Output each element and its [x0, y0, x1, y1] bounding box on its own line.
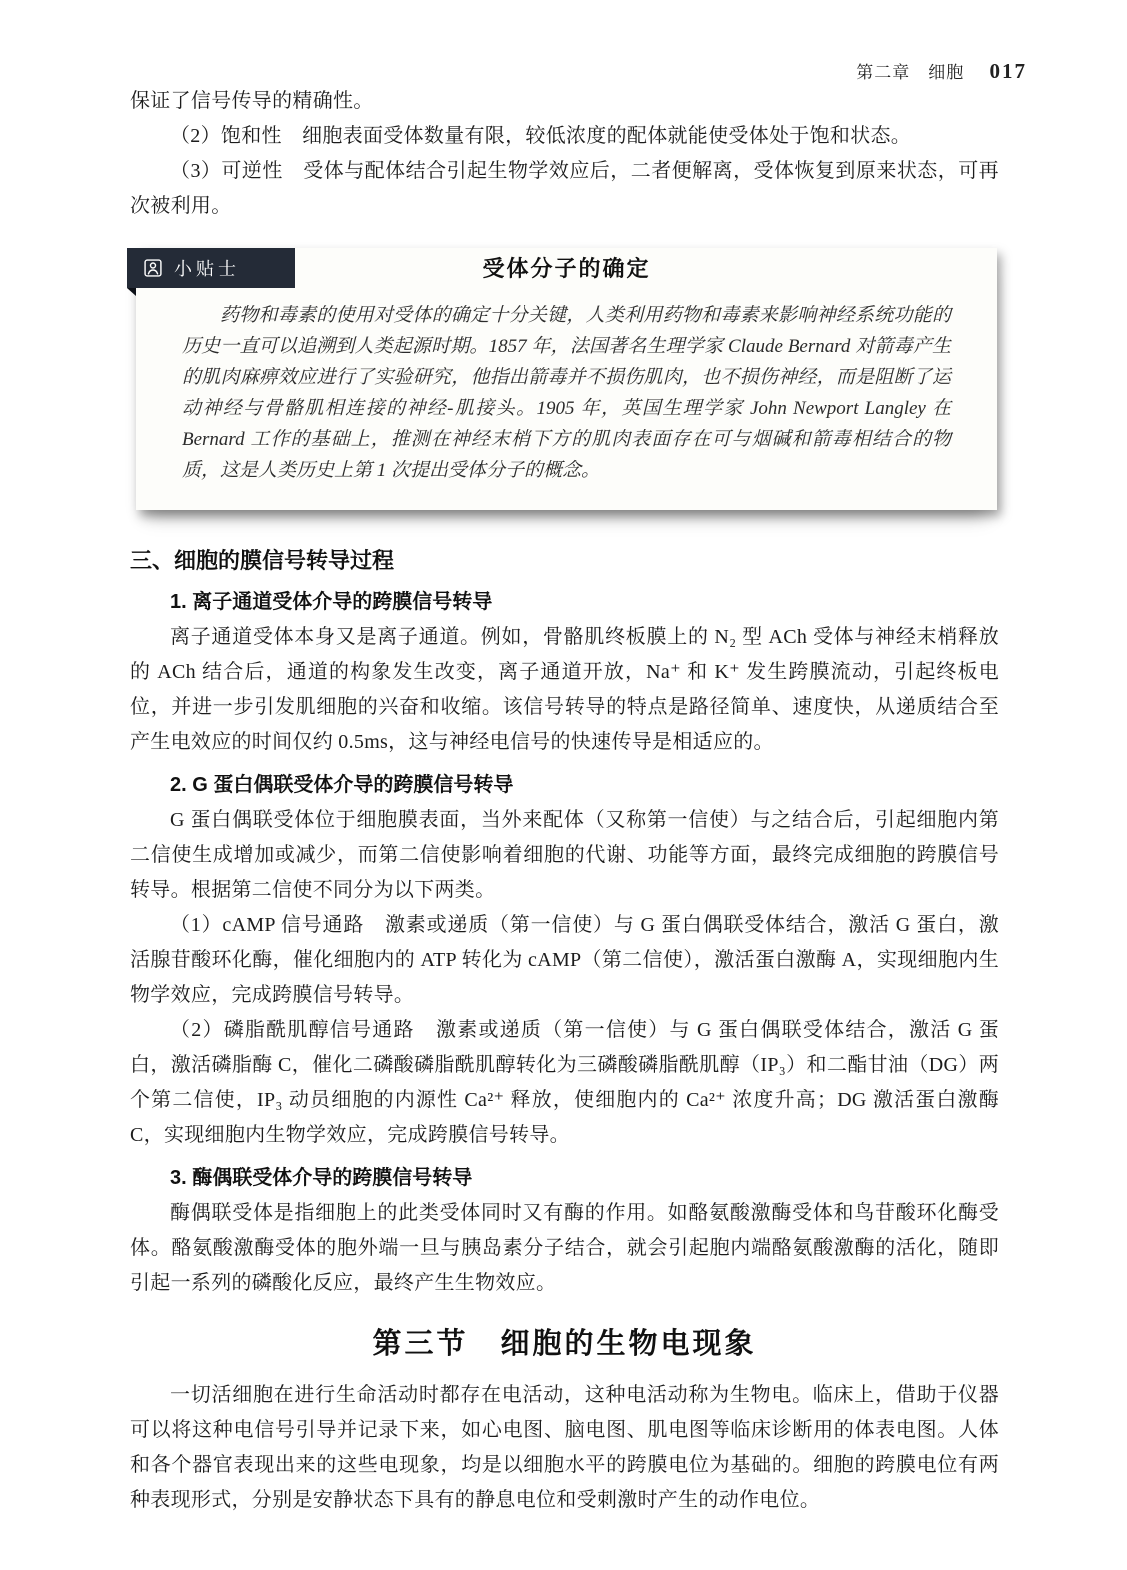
- paragraph-continuation: 保证了信号传导的精确性。: [130, 90, 374, 112]
- paragraph-ion-channel: 离子通道受体本身又是离子通道。例如，骨骼肌终板膜上的 N₂ 型 ACh 受体与神经末梢释放的 ACh 结合后，通道的构象发生改变，离子通道开放，Na⁺ 和 K⁺ 发生跨膜流动，引起终板电位，并进一步引发肌细胞的兴奋和收缩。该信号转导的特点是路径简单、速度快，从递质结合至产生电效应的时间仅约 0.5ms，这与神经电信号的快速传导是相适应的。: [130, 626, 999, 753]
- paragraph-camp-pathway: （1）cAMP 信号通路 激素或递质（第一信使）与 G 蛋白偶联受体结合，激活 G 蛋白，激活腺苷酸环化酶，催化细胞内的 ATP 转化为 cAMP（第二信使），激活蛋白激酶 A，实现细胞内生物学效应，完成跨膜信号转导。: [130, 914, 999, 1006]
- subsection-heading-g-protein: 2. G 蛋白偶联受体介导的跨膜信号转导: [170, 774, 514, 796]
- section-title-bioelectric: 第三节 细胞的生物电现象: [372, 1328, 757, 1360]
- paragraph-pip-pathway: （2）磷脂酰肌醇信号通路 激素或递质（第一信使）与 G 蛋白偶联受体结合，激活 G 蛋白，激活磷脂酶 C，催化二磷酸磷脂酰肌醇转化为三磷酸磷脂酰肌醇（IP₃）和二酯甘油（DG）两个第二信使，IP₃ 动员细胞的内源性 Ca²⁺ 释放，使细胞内的 Ca²⁺ 浓度升高；DG 激活蛋白激酶 C，实现细胞内生物学效应，完成跨膜信号转导。: [130, 1019, 999, 1146]
- page-content: [0, 84, 1127, 1518]
- tip-content: 药物和毒素的使用对受体的确定十分关键，人类利用药物和毒素来影响神经系统功能的历史一直可以追溯到人类起源时期。1857 年，法国著名生理学家 Claude Bernard 对箭毒产生的肌肉麻痹效应进行了实验研究，他指出箭毒并不损伤肌肉，也不损伤神经，而是阻断了运动神经与骨骼肌相连接的神经-肌接头。1905 年，英国生理学家 John Newport Langley 在 Bernard 工作的基础上，推测在神经末梢下方的肌肉表面存在可与烟碱和箭毒相结合的物质，这是人类历史上第 1 次提出受体分子的概念。: [182, 305, 951, 481]
- tip-label: 小贴士: [174, 259, 240, 279]
- tip-tab: [127, 248, 295, 288]
- subsection-heading-enzyme-linked: 3. 酶偶联受体介导的跨膜信号转导: [170, 1167, 473, 1189]
- tip-title: 受体分子的确定: [482, 256, 651, 281]
- page-header: [0, 58, 1027, 84]
- paragraph-g-protein-intro: G 蛋白偶联受体位于细胞膜表面，当外来配体（又称第一信使）与之结合后，引起细胞内第二信使生成增加或减少，而第二信使影响着细胞的代谢、功能等方面，最终完成细胞的跨膜信号转导。根据第二信使不同分为以下两类。: [130, 809, 999, 901]
- section-heading-membrane-signal: 三、细胞的膜信号转导过程: [130, 548, 395, 573]
- paragraph-reversibility: （3）可逆性 受体与配体结合引起生物学效应后，二者便解离，受体恢复到原来状态，可再次被利用。: [130, 160, 999, 217]
- paragraph-saturability: （2）饱和性 细胞表面受体数量有限，较低浓度的配体就能使受体处于饱和状态。: [170, 125, 912, 147]
- person-icon: [143, 258, 163, 278]
- tip-box: [136, 248, 997, 510]
- chapter-label: 第二章 细胞: [856, 63, 965, 82]
- page-number: 017: [989, 59, 1027, 83]
- tip-box-header: [136, 248, 997, 288]
- subsection-heading-ion-channel: 1. 离子通道受体介导的跨膜信号转导: [170, 591, 493, 613]
- paragraph-bioelectric: 一切活细胞在进行生命活动时都存在电活动，这种电活动称为生物电。临床上，借助于仪器可以将这种电信号引导并记录下来，如心电图、脑电图、肌电图等临床诊断用的体表电图。人体和各个器官表现出来的这些电现象，均是以细胞水平的跨膜电位为基础的。细胞的跨膜电位有两种表现形式，分别是安静状态下具有的静息电位和受刺激时产生的动作电位。: [130, 1384, 999, 1511]
- paragraph-enzyme-linked: 酶偶联受体是指细胞上的此类受体同时又有酶的作用。如酪氨酸激酶受体和鸟苷酸环化酶受体。酪氨酸激酶受体的胞外端一旦与胰岛素分子结合，就会引起胞内端酪氨酸激酶的活化，随即引起一系列的磷酸化反应，最终产生生物效应。: [130, 1202, 999, 1294]
